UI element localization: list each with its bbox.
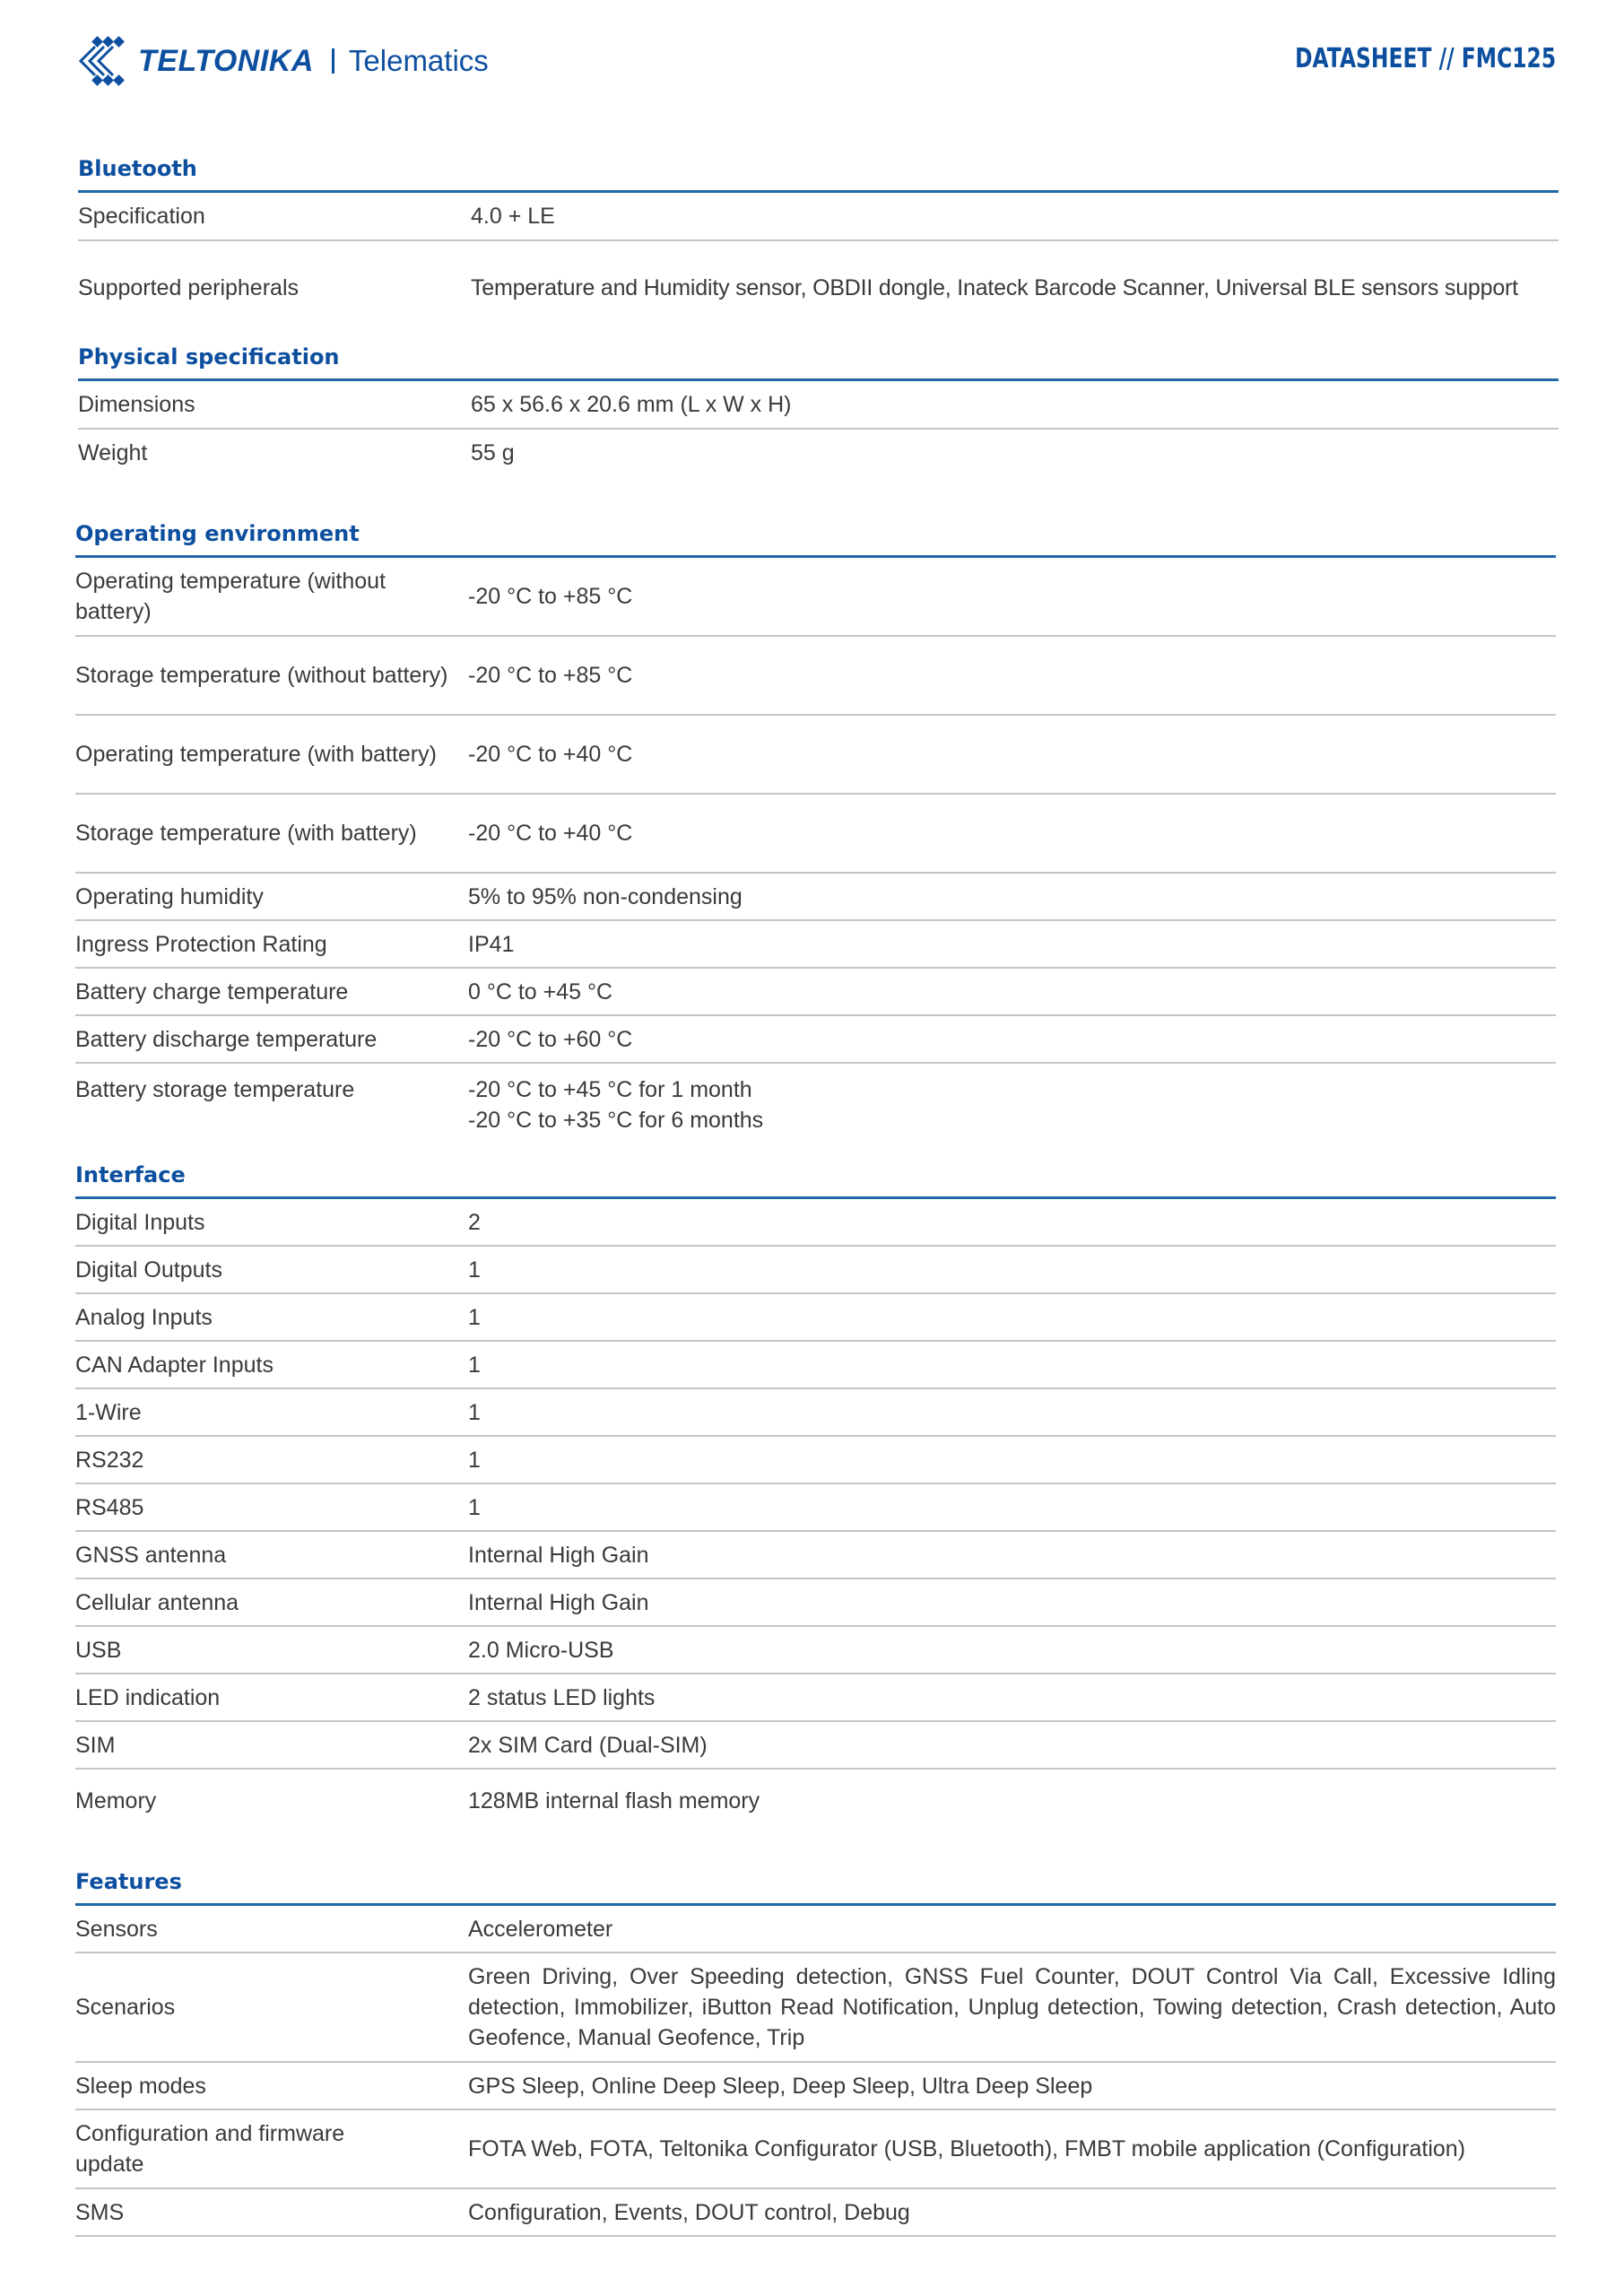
table-row: [75, 1199, 1556, 1247]
row-value: 1: [468, 1494, 481, 1520]
row-label: Supported peripherals: [78, 275, 299, 300]
row-value: 1: [468, 1257, 481, 1283]
row-value: 65 x 56.6 x 20.6 mm (L x W x H): [471, 392, 792, 417]
table-row: [75, 1770, 1556, 1832]
row-label: Memory: [75, 1788, 157, 1813]
row-label: RS485: [75, 1494, 144, 1520]
row-value: -20 °C to +40 °C: [468, 742, 633, 767]
row-value: Internal High Gain: [468, 1589, 649, 1615]
page-header: [0, 0, 1624, 126]
row-label: 1-Wire: [75, 1399, 142, 1425]
table-row: [75, 874, 1556, 921]
row-value: 1: [468, 1352, 481, 1378]
row-value: -20 °C to +85 °C: [468, 584, 633, 609]
table-row: [75, 2189, 1556, 2237]
table-row: [75, 1342, 1556, 1389]
table-row: [75, 1722, 1556, 1770]
row-value: 4.0 + LE: [471, 204, 555, 229]
row-label: Digital Inputs: [75, 1209, 205, 1235]
row-label: Scenarios: [75, 1995, 176, 2020]
table-row: [75, 1579, 1556, 1627]
row-value: FOTA Web, FOTA, Teltonika Configurator (USB, Bluetooth), FMBT mobile application (Configuration): [468, 2136, 1466, 2161]
row-label: Configuration and firmware update: [75, 2121, 345, 2177]
table-row: [75, 1064, 1556, 1159]
row-label: Digital Outputs: [75, 1257, 222, 1283]
row-value-multiline: [468, 1074, 1556, 1135]
row-label: Specification: [78, 204, 205, 229]
row-value: -20 °C to +45 °C for 1 month: [468, 1077, 752, 1102]
section-title: Features: [75, 1864, 1556, 1906]
table-row: [75, 795, 1556, 874]
row-value: Configuration, Events, DOUT control, Debug: [468, 2199, 910, 2225]
row-label: Dimensions: [78, 392, 195, 417]
table-row: [75, 1532, 1556, 1579]
table-row: [75, 1294, 1556, 1342]
row-value: -20 °C to +40 °C: [468, 821, 633, 846]
table-row: [75, 1906, 1556, 1953]
teltonika-chevron-icon: [77, 36, 133, 86]
row-value: -20 °C to +85 °C: [468, 663, 633, 688]
row-label: Battery discharge temperature: [75, 1026, 378, 1052]
section-title: Physical specification: [78, 339, 1559, 381]
document-title: DATASHEET // FMC125: [1294, 43, 1556, 74]
section-title: Operating environment: [75, 516, 1556, 558]
table-row: [75, 1247, 1556, 1294]
row-value: -20 °C to +60 °C: [468, 1026, 633, 1052]
table-row: [75, 921, 1556, 969]
row-value: 2 status LED lights: [468, 1684, 656, 1710]
section-operating-environment: [75, 516, 1556, 1159]
brand-subtitle: Telematics: [348, 44, 489, 77]
row-label: Battery charge temperature: [75, 978, 349, 1004]
row-value: 2.0 Micro-USB: [468, 1637, 614, 1663]
table-row: [75, 1674, 1556, 1722]
row-label: Sleep modes: [75, 2073, 206, 2099]
row-label: Storage temperature (without battery): [75, 663, 448, 688]
row-label: Analog Inputs: [75, 1304, 213, 1330]
row-value: GPS Sleep, Online Deep Sleep, Deep Sleep, Ultra Deep Sleep: [468, 2073, 1093, 2099]
row-value: Temperature and Humidity sensor, OBDII dongle, Inateck Barcode Scanner, Universal BLE sensors support: [471, 275, 1518, 300]
row-label: Operating humidity: [75, 883, 264, 909]
row-value: 5% to 95% non-condensing: [468, 883, 743, 909]
row-label: CAN Adapter Inputs: [75, 1352, 274, 1378]
row-value: -20 °C to +35 °C for 6 months: [468, 1108, 764, 1133]
table-row: [78, 193, 1559, 241]
row-label: RS232: [75, 1447, 144, 1473]
table-row: [75, 969, 1556, 1016]
row-label: Storage temperature (with battery): [75, 821, 417, 846]
row-value: Green Driving, Over Speeding detection, GNSS Fuel Counter, DOUT Control Via Call, Excessive Idling detection, Immobilizer, iButton Read Notification, Unplug detection, Towing detection, Crash detection, Auto Geofence, Manual Geofence, Trip: [468, 1964, 1556, 2050]
table-row: [75, 1953, 1556, 2063]
table-row: [75, 2063, 1556, 2110]
row-label: GNSS antenna: [75, 1542, 227, 1568]
table-row: [78, 430, 1559, 476]
row-label: Operating temperature (with battery): [75, 742, 437, 767]
section-title: Bluetooth: [78, 151, 1559, 193]
row-value: 128MB internal flash memory: [468, 1788, 760, 1813]
brand-divider: [332, 48, 334, 74]
table-row: [75, 1016, 1556, 1064]
row-label: Battery storage temperature: [75, 1077, 355, 1102]
brand-name: TELTONIKA: [138, 43, 314, 78]
row-value: 1: [468, 1399, 481, 1425]
row-label: Cellular antenna: [75, 1589, 239, 1615]
row-label: SMS: [75, 2199, 125, 2225]
row-value: 1: [468, 1304, 481, 1330]
section-interface: [75, 1157, 1556, 1832]
table-row: [75, 716, 1556, 795]
section-physical-specification: [78, 339, 1559, 476]
row-value: 55 g: [471, 440, 515, 465]
row-value: Accelerometer: [468, 1916, 613, 1942]
row-label: Operating temperature (without battery): [75, 569, 386, 624]
table-row: [78, 241, 1559, 335]
table-row: [75, 1389, 1556, 1437]
table-row: [75, 558, 1556, 637]
table-row: [75, 1627, 1556, 1674]
row-label: SIM: [75, 1732, 116, 1758]
teltonika-logo: [77, 36, 489, 86]
section-features: [75, 1864, 1556, 2237]
row-value: 0 °C to +45 °C: [468, 978, 613, 1004]
row-value: 2: [468, 1209, 481, 1235]
row-label: Ingress Protection Rating: [75, 931, 327, 957]
row-value: IP41: [468, 931, 515, 957]
table-row: [75, 1437, 1556, 1484]
row-label: Weight: [78, 440, 148, 465]
row-label: LED indication: [75, 1684, 221, 1710]
table-row: [78, 381, 1559, 430]
row-value: 1: [468, 1447, 481, 1473]
table-row: [75, 637, 1556, 716]
section-title: Interface: [75, 1157, 1556, 1199]
row-value: 2x SIM Card (Dual-SIM): [468, 1732, 708, 1758]
table-row: [75, 2110, 1556, 2189]
table-row: [75, 1484, 1556, 1532]
section-bluetooth: [78, 151, 1559, 335]
row-label: USB: [75, 1637, 122, 1663]
row-label: Sensors: [75, 1916, 158, 1942]
row-value: Internal High Gain: [468, 1542, 649, 1568]
